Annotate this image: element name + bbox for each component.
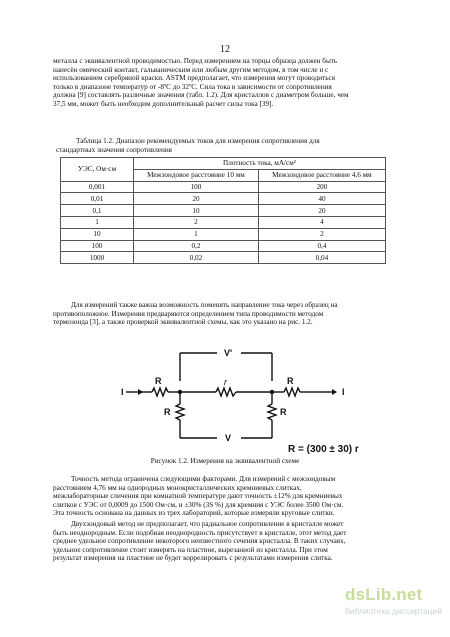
table-row [61,240,386,252]
text-line: нанесён омический контакт, гальваническим или любым другим методом, в том числе и с [53,65,329,74]
text-line: расстоянием 4,76 мм на однородных монокристаллических кремниевых слитках, [53,483,302,492]
watermark [345,585,450,637]
text-line: только в диапазоне температур от -8ºC до 32ºC. Сила тока в зависимости от сопротивления [53,82,332,91]
circuit-formula: R = (300 ± 30) r [288,444,359,455]
table-cell: 2 [134,216,259,228]
resistor-right [284,388,300,396]
header-density: Плотность тока, мА/см² [134,158,386,170]
resistor-vertical-right [268,404,276,420]
table-cell: 40 [258,193,385,205]
table-caption-line: Таблица 1.2. Диапазон рекомендуемых токов для измерения сопротивления для [76,137,320,145]
text-line: должна [9] составлять различные значения (табл. 1.2). Для кристаллов с диаметром больше, чем [53,91,349,100]
label-r-vert-left: R [164,407,171,417]
table-cell: 0,4 [258,240,385,252]
watermark-subtitle: библиотека диссертаций [345,606,442,616]
table-cell: 0,01 [61,193,134,205]
table-row [61,193,386,205]
text-line: 37,5 мм, может быть необходим дополнительный расчет силы тока [39]. [53,99,274,108]
label-r-mid: r [224,377,227,387]
label-v-bottom: V [225,433,232,443]
table-cell: 0,04 [258,252,385,264]
text-line: межлабораторные сличения при комнатной температуре дают точность ±12% для кремниевых [53,492,343,501]
text-line: результат измерения на пластине не будет коррелировать с результатами измерения слитка. [53,554,333,563]
table-row [61,216,386,228]
table-cell: 10 [134,205,259,217]
text-line: Для измерений также важна возможность поменять направление тока через образец на [71,301,338,309]
header-spacing-46mm: Межзондовое расстояние 4,6 мм [258,169,385,181]
table-row [61,252,386,264]
text-line: использованием серебряной краски. ASTM предполагает, что измерения могут проводиться [53,74,336,83]
text-line: Эта точность основана на данных из трех лабораторий, которые измеряли круговые слитки. [53,509,335,518]
label-v-top: V' [224,348,233,358]
table-cell: 20 [134,193,259,205]
table-cell: 1 [61,216,134,228]
equivalent-circuit-diagram [120,340,360,455]
paragraph-contact [53,57,393,109]
figure-caption: Рисунок 1.2. Измерения на эквивалентной схеме [150,457,300,465]
paragraph-accuracy [53,475,393,518]
watermark-logo: dsLib.net [345,585,423,604]
table-cell: 0,1 [61,205,134,217]
text-line: удельное сопротивление стоит измерять на пластине, вырезанной из кристалла. При этом [53,545,328,554]
table-row [61,181,386,193]
table-cell: 0,001 [61,181,134,193]
table-row [61,205,386,217]
table-cell: 1 [134,228,259,240]
table-row [61,228,386,240]
text-line: Точность метода ограничена следующими факторами. Для измерений с межзондовым [71,475,336,483]
table-cell: 20 [258,205,385,217]
table-cell: 100 [61,240,134,252]
table-cell: 1000 [61,252,134,264]
label-i-right: I [342,387,345,397]
table-cell: 0,02 [134,252,259,264]
label-r-vert-right: R [280,407,287,417]
table-caption [56,137,320,154]
resistor-mid [216,388,236,396]
label-r-right: R [287,376,294,386]
page-number: 12 [220,44,230,55]
text-line: Двухзондовый метод не предполагает, что радиальное сопротивление в кристалле может [71,520,344,528]
label-i-left: I [121,387,124,397]
table-cell: 0,2 [134,240,259,252]
table-cell: 10 [61,228,134,240]
text-line: противоположное. Измерения предваряются определением типа проводимости методом [53,309,324,318]
paragraph-two-probe [53,520,393,563]
text-line: металла с эквивалентной проводимостью. Перед измерением на торцы образца должен быть [53,57,338,65]
text-line: быть неоднородным. Если подобная неоднородность присутствует в кристалле, этот метод дает [53,528,347,537]
paragraph-current-direction [53,301,393,327]
resistor-vertical-left [176,404,184,420]
table-caption-line: стандартных значения сопротивления [56,145,172,154]
text-line: термозонда [3], а также проверкой эквивалентной схемы, как это указано на рис. 1.2. [53,318,313,327]
table-cell: 2 [258,228,385,240]
table-cell: 100 [134,181,259,193]
header-resistivity: УЭС, Ом·см [61,158,134,182]
label-r-left: R [155,376,162,386]
header-spacing-10mm: Межзондовое расстояние 10 мм [134,169,259,181]
resistor-left [152,388,168,396]
text-line: среднее удельное сопротивление некоторого неизвестного сечения кристалла. В таких случаях, [53,537,346,546]
text-line: слитков с УЭС от 0,0009 до 1500 Ом·см, и ±30% (3S %) для кремния с УЭС более 3500 Ом·см. [53,500,344,509]
current-table [60,157,386,264]
table-cell: 200 [258,181,385,193]
table-cell: 4 [258,216,385,228]
